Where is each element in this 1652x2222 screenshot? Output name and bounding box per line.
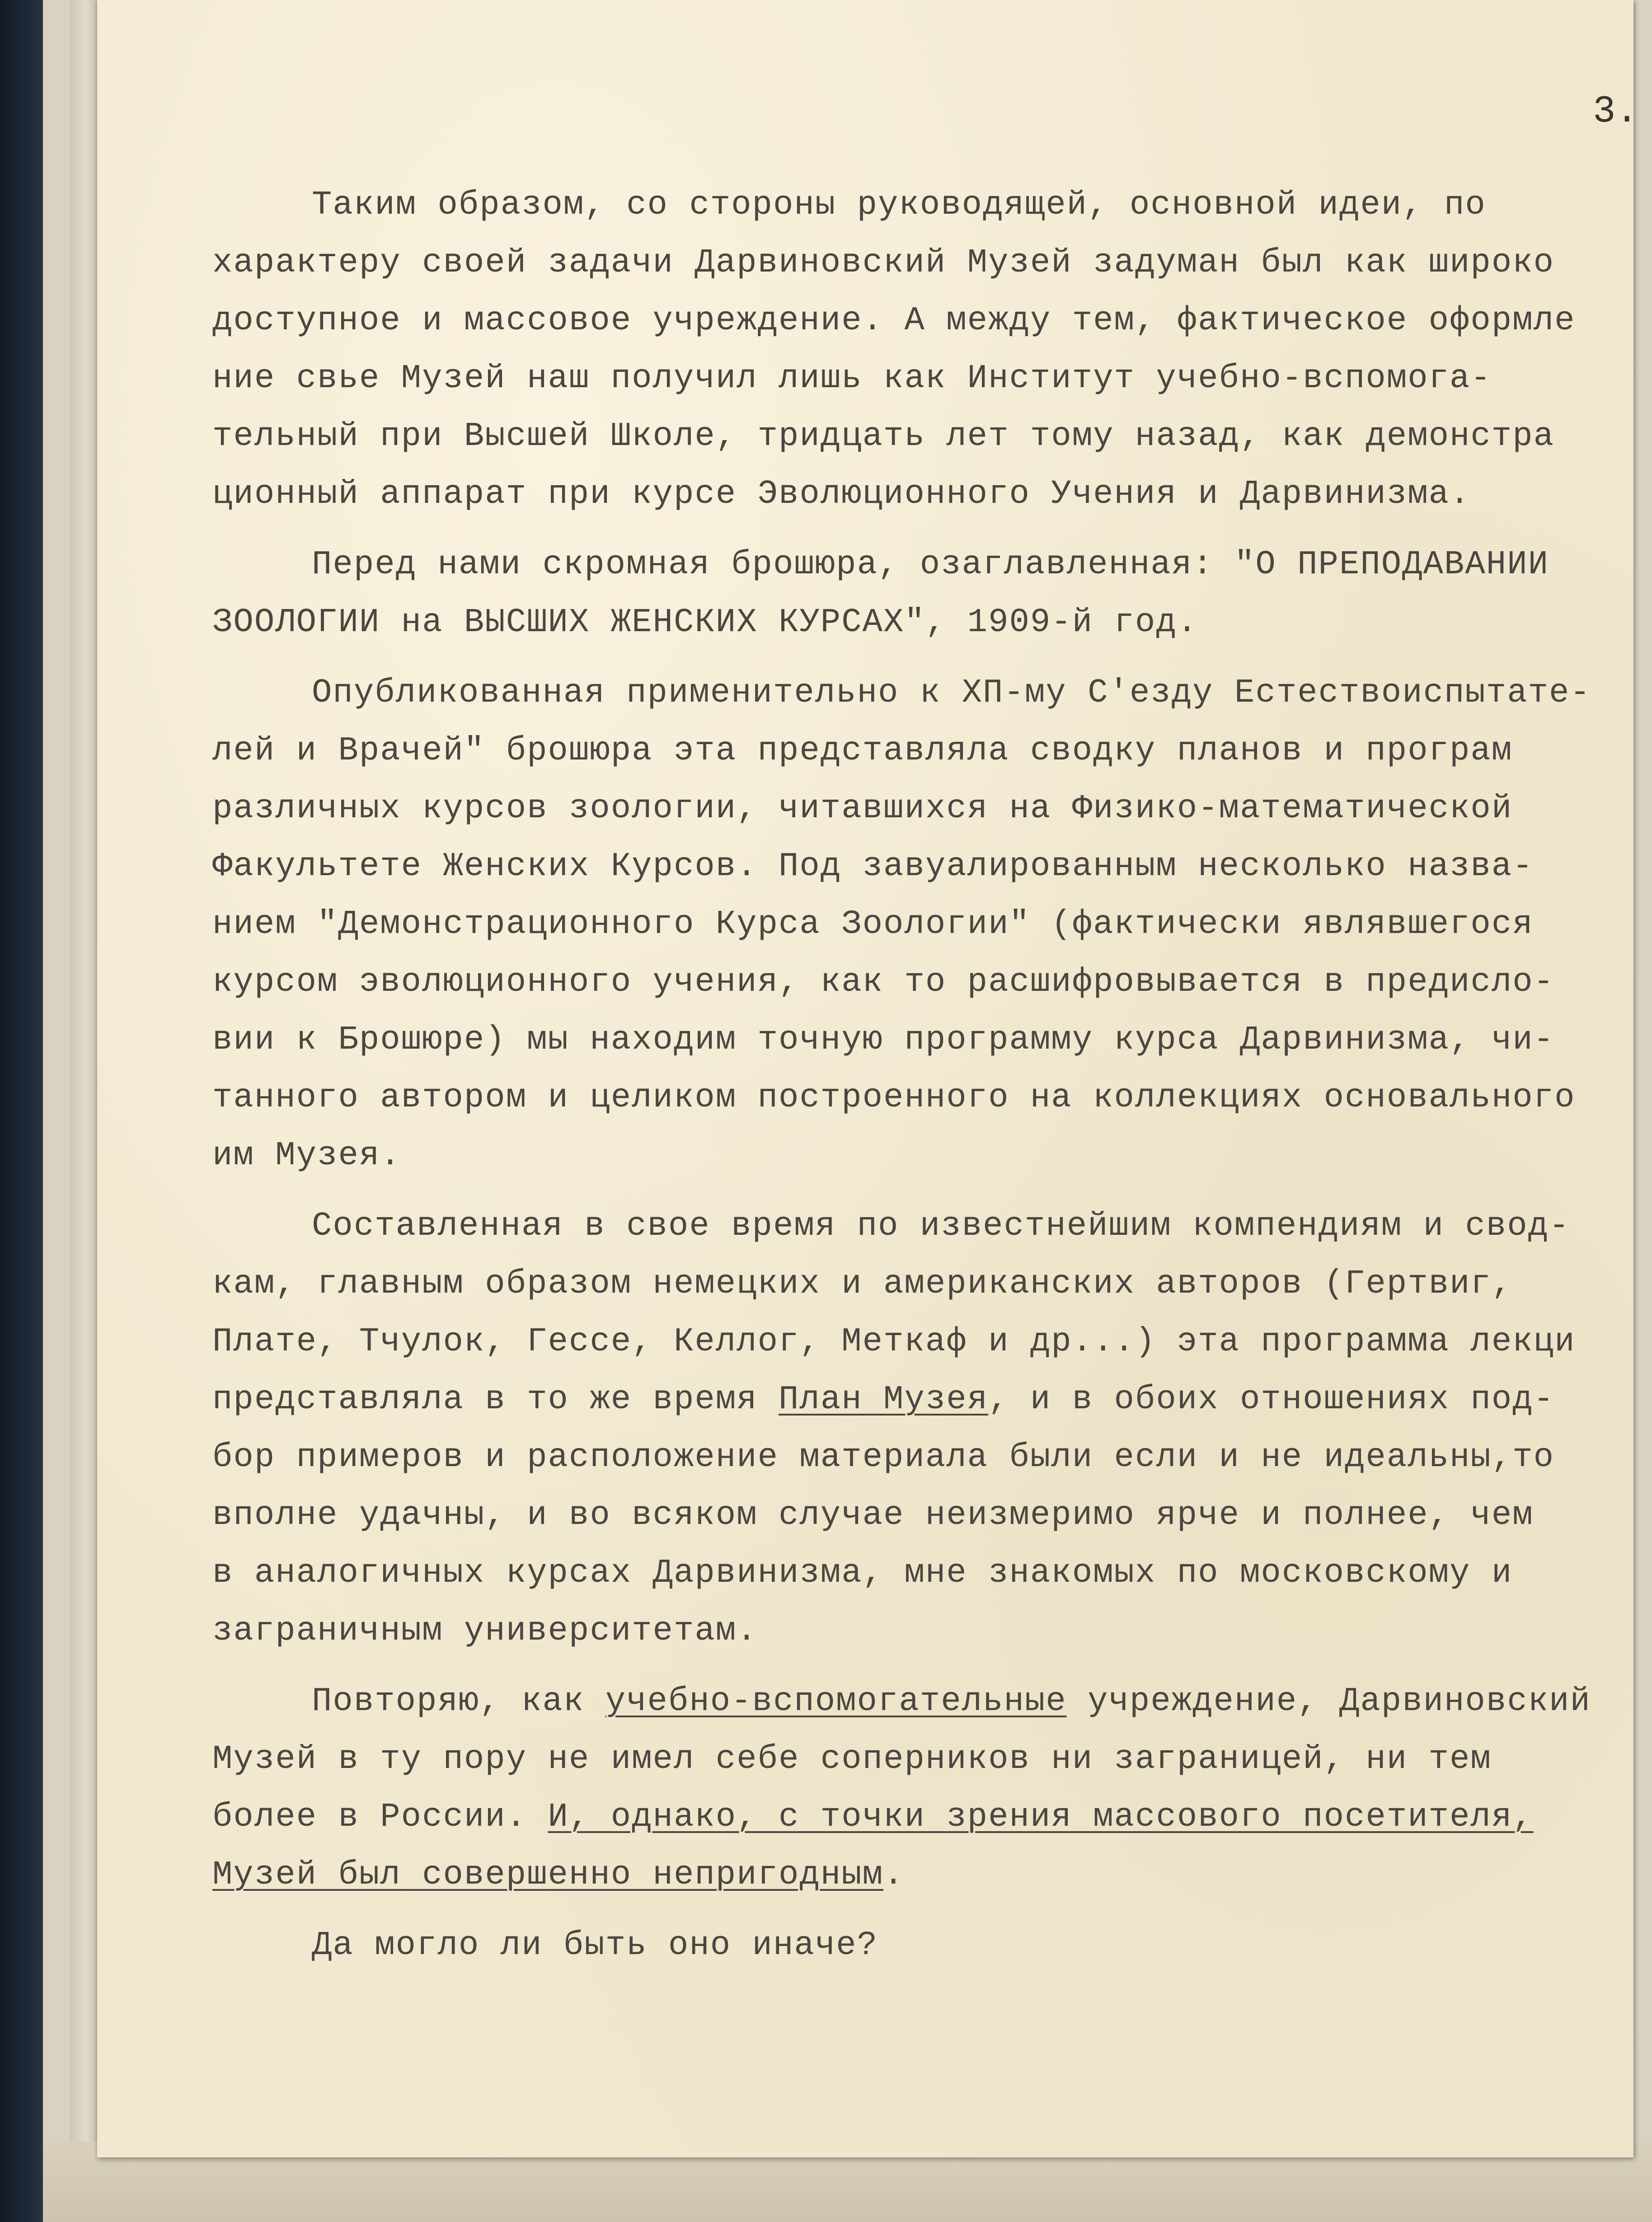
text-line: различных курсов зоологии, читавшихся на Физико-математической	[212, 790, 1513, 828]
text-line-mixed	[212, 1788, 1622, 1846]
text-line: в аналогичных курсах Дарвинизма, мне знакомых по московскому и	[212, 1554, 1513, 1592]
paragraph-3	[212, 664, 1622, 1185]
text-line-mixed	[212, 1846, 1622, 1904]
text-line: им Музея.	[212, 1137, 401, 1175]
underlined-text: План Музея	[779, 1381, 989, 1419]
paragraph-5	[212, 1673, 1622, 1904]
dark-background-edge	[0, 0, 43, 2222]
underlined-text: И, однако, с точки зрения массового посетителя,	[548, 1798, 1534, 1836]
text-line: тельный при Высшей Школе, тридцать лет тому назад, как демонстра	[212, 417, 1555, 455]
paragraph-2	[212, 536, 1622, 652]
paragraph-4	[212, 1197, 1622, 1660]
text-line: нием "Демонстрационного Курса Зоологии" (фактически являвшегося	[212, 905, 1534, 943]
text-segment: учреждение, Дарвиновский	[1066, 1683, 1591, 1720]
text-line: курсом эволюционного учения, как то расшифровывается в предисло-	[212, 963, 1555, 1001]
text-line: характеру своей задачи Дарвиновский Музей задуман был как широко	[212, 244, 1555, 282]
text-line: заграничным университетам.	[212, 1612, 758, 1650]
text-line: ционный аппарат при курсе Эволюционного Учения и Дарвинизма.	[212, 475, 1471, 513]
underlined-text: Музей был совершенно непригодным	[212, 1856, 884, 1894]
text-line: Перед нами скромная брошюра, озаглавленная: "О ПРЕПОДАВАНИИ	[312, 546, 1549, 584]
text-segment: более в России.	[212, 1798, 548, 1836]
text-segment: .	[883, 1856, 905, 1894]
text-line: Музей в ту пору не имел себе соперников ни заграницей, ни тем	[212, 1740, 1492, 1778]
text-line: Таким образом, со стороны руководящей, основной идеи, по	[312, 186, 1486, 224]
text-line: лей и Врачей" брошюра эта представляла сводку планов и програм	[212, 732, 1513, 770]
paragraph-1	[212, 176, 1622, 523]
text-line: вполне удачны, и во всяком случае неизмеримо ярче и полнее, чем	[212, 1496, 1534, 1534]
text-line: Факультете Женских Курсов. Под завуалированным несколько назва-	[212, 848, 1534, 886]
text-line-mixed	[212, 1371, 1622, 1429]
paragraph-6	[212, 1917, 1622, 1974]
text-line: Да могло ли быть оно иначе?	[312, 1927, 878, 1964]
text-line: Плате, Тчулок, Гессе, Келлог, Меткаф и др...) эта программа лекци	[212, 1323, 1576, 1361]
text-line: Составленная в свое время по известнейшим компендиям и свод-	[312, 1207, 1570, 1245]
text-line: бор примеров и расположение материала были если и не идеальны,то	[212, 1439, 1555, 1477]
text-line: ЗООЛОГИИ на ВЫСШИХ ЖЕНСКИХ КУРСАХ", 1909-й год.	[212, 604, 1198, 642]
text-line-mixed	[212, 1673, 1622, 1730]
text-segment: Повторяю, как	[312, 1683, 605, 1720]
text-line: Опубликованная применительно к ХП-му С'езду Естествоиспытате-	[312, 674, 1591, 712]
text-segment: , и в обоих отношениях под-	[988, 1381, 1555, 1419]
text-line: вии к Брошюре) мы находим точную программу курса Дарвинизма, чи-	[212, 1021, 1555, 1059]
page-number: 3.	[1593, 90, 1638, 133]
page-body	[212, 176, 1622, 1974]
text-line: кам, главным образом немецких и американских авторов (Гертвиг,	[212, 1265, 1513, 1303]
text-line: танного автором и целиком построенного на коллекциях основального	[212, 1079, 1576, 1117]
text-segment: представляла в то же время	[212, 1381, 779, 1419]
underlined-text: учебно-вспомогательные	[605, 1683, 1067, 1720]
text-line: доступное и массовое учреждение. А между тем, фактическое оформле	[212, 302, 1576, 340]
text-line: ние свье Музей наш получил лишь как Институт учебно-вспомога-	[212, 360, 1492, 398]
sheet-fold	[70, 0, 97, 2222]
